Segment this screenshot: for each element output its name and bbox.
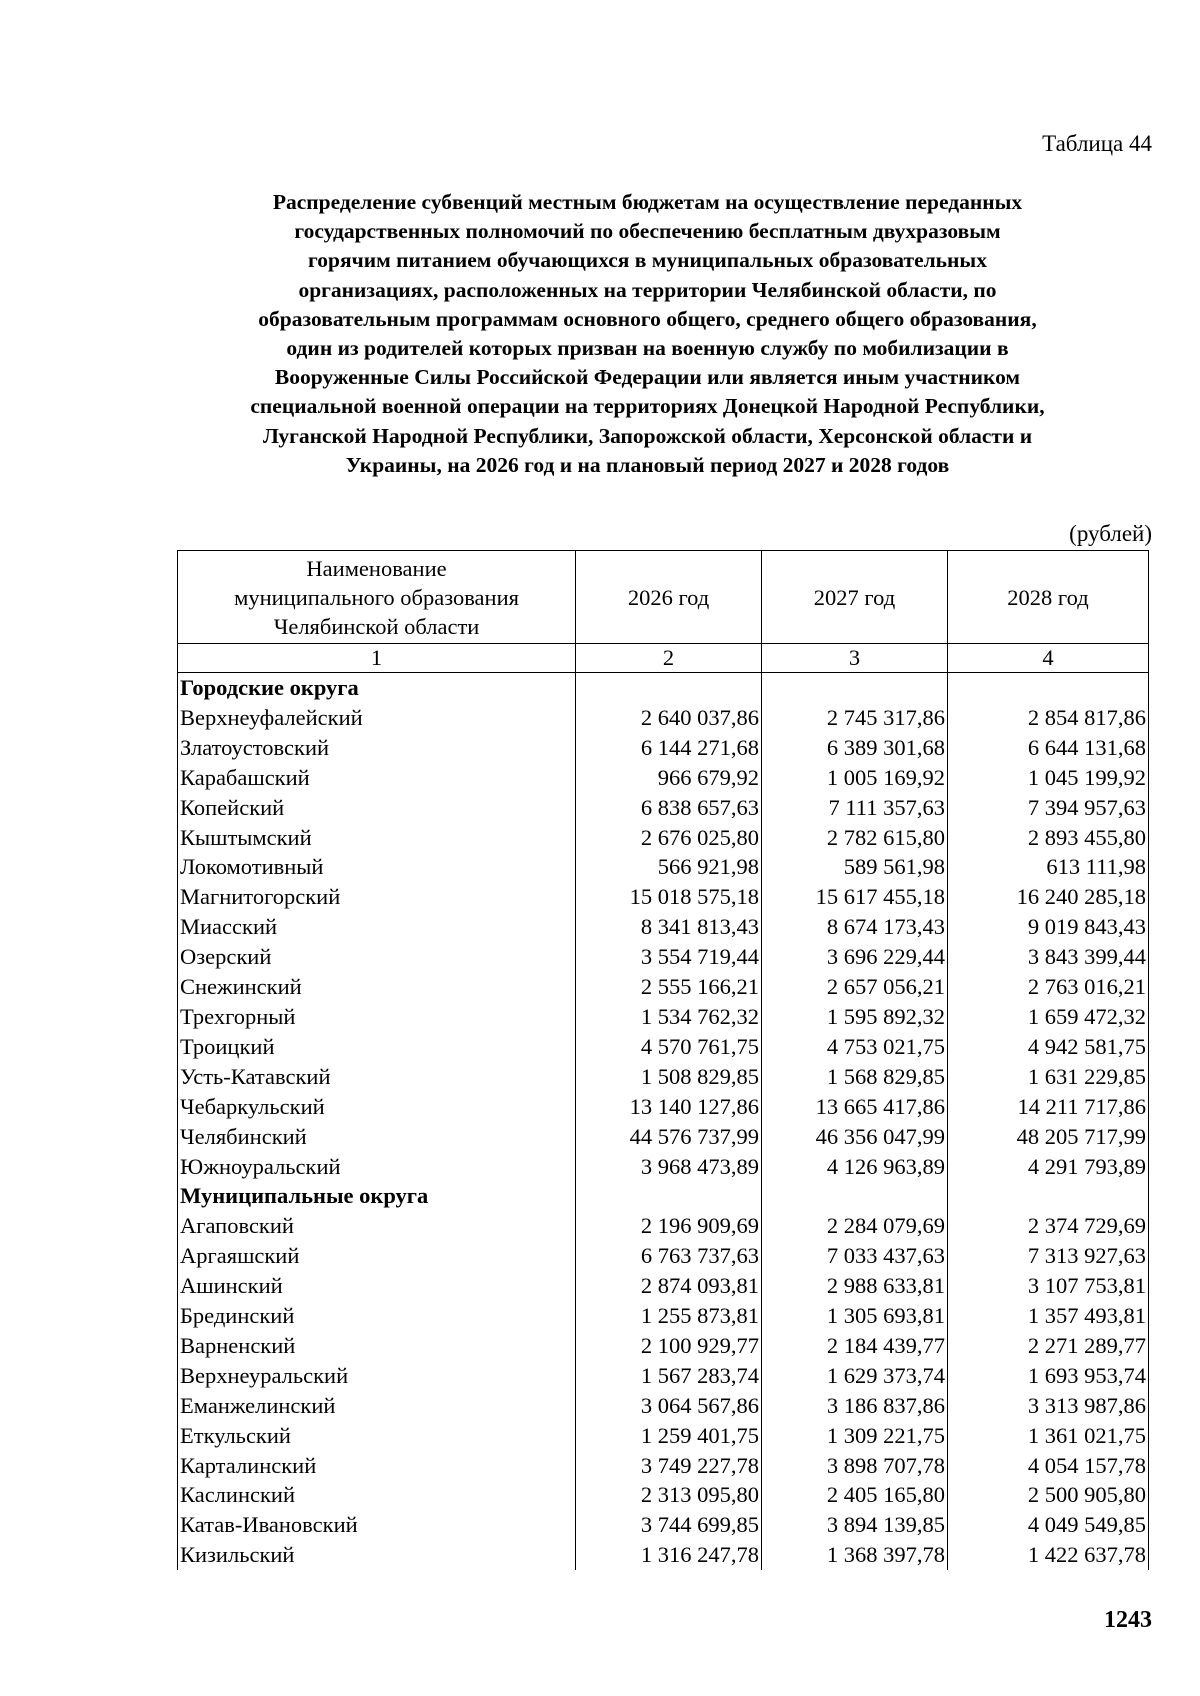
table-row	[178, 1331, 1149, 1361]
table-row	[178, 1391, 1149, 1421]
value-2028: 1 631 229,85	[947, 1062, 1148, 1092]
value-2027: 1 568 829,85	[762, 1062, 948, 1092]
table-row	[178, 1510, 1149, 1540]
column-number: 3	[762, 644, 948, 673]
value-2028: 1 693 953,74	[947, 1361, 1148, 1391]
value-2026: 13 140 127,86	[576, 1092, 762, 1122]
page-number: 1243	[1104, 1607, 1152, 1633]
value-2027: 2 782 615,80	[762, 823, 948, 853]
value-2028: 16 240 285,18	[947, 882, 1148, 912]
value-2028: 4 049 549,85	[947, 1510, 1148, 1540]
municipality-name: Магнитогорский	[178, 882, 576, 912]
value-2026: 6 144 271,68	[576, 733, 762, 763]
value-2028: 4 054 157,78	[947, 1451, 1148, 1481]
value-2026: 1 534 762,32	[576, 1002, 762, 1032]
header-municipality	[178, 551, 576, 644]
value-2028: 613 111,98	[947, 852, 1148, 882]
header-line: муниципального образования	[234, 584, 519, 610]
column-number-row	[178, 644, 1149, 673]
municipality-name: Варненский	[178, 1331, 576, 1361]
table-row	[178, 1241, 1149, 1271]
value-2027: 2 405 165,80	[762, 1480, 948, 1510]
value-2027: 2 745 317,86	[762, 703, 948, 733]
municipality-name: Ашинский	[178, 1271, 576, 1301]
value-2027: 1 368 397,78	[762, 1540, 948, 1570]
value-2026: 2 676 025,80	[576, 823, 762, 853]
value-2028: 14 211 717,86	[947, 1092, 1148, 1122]
value-2026: 3 064 567,86	[576, 1391, 762, 1421]
value-2028: 2 854 817,86	[947, 703, 1148, 733]
table-row	[178, 1451, 1149, 1481]
value-2028: 6 644 131,68	[947, 733, 1148, 763]
value-2027: 15 617 455,18	[762, 882, 948, 912]
value-2027: 4 126 963,89	[762, 1152, 948, 1182]
document-title	[170, 188, 1125, 480]
value-2026: 2 640 037,86	[576, 703, 762, 733]
value-2027: 2 988 633,81	[762, 1271, 948, 1301]
table-row	[178, 823, 1149, 853]
value-2027: 1 629 373,74	[762, 1361, 948, 1391]
value-2028: 1 659 472,32	[947, 1002, 1148, 1032]
value-2026: 2 100 929,77	[576, 1331, 762, 1361]
value-2027: 2 184 439,77	[762, 1331, 948, 1361]
value-2028: 3 313 987,86	[947, 1391, 1148, 1421]
table-row	[178, 1032, 1149, 1062]
table-row	[178, 1092, 1149, 1122]
value-2027: 1 305 693,81	[762, 1301, 948, 1331]
header-line: Наименование	[306, 555, 447, 581]
empty-cell	[762, 673, 948, 703]
municipality-name: Челябинский	[178, 1122, 576, 1152]
table-row	[178, 1211, 1149, 1241]
value-2028: 3 843 399,44	[947, 942, 1148, 972]
municipality-name: Катав-Ивановский	[178, 1510, 576, 1540]
municipality-name: Озерский	[178, 942, 576, 972]
table-row	[178, 793, 1149, 823]
table-row	[178, 763, 1149, 793]
municipality-name: Чебаркульский	[178, 1092, 576, 1122]
value-2026: 1 259 401,75	[576, 1421, 762, 1451]
table-number: Таблица 44	[1042, 131, 1152, 156]
table-row	[178, 912, 1149, 942]
table-row	[178, 1271, 1149, 1301]
value-2026: 1 255 873,81	[576, 1301, 762, 1331]
title-line: Луганской Народной Республики, Запорожской области, Херсонской области и	[262, 423, 1033, 448]
value-2027: 2 657 056,21	[762, 972, 948, 1002]
value-2027: 589 561,98	[762, 852, 948, 882]
value-2027: 13 665 417,86	[762, 1092, 948, 1122]
title-line: Вооруженные Силы Российской Федерации или является иным участником	[274, 365, 1021, 390]
value-2027: 4 753 021,75	[762, 1032, 948, 1062]
value-2027: 3 696 229,44	[762, 942, 948, 972]
value-2028: 2 893 455,80	[947, 823, 1148, 853]
municipality-name: Брединский	[178, 1301, 576, 1331]
table-row	[178, 1122, 1149, 1152]
title-line: горячим питанием обучающихся в муниципальных образовательных	[308, 248, 987, 273]
municipality-name: Трехгорный	[178, 1002, 576, 1032]
value-2027: 8 674 173,43	[762, 912, 948, 942]
value-2027: 6 389 301,68	[762, 733, 948, 763]
value-2028: 7 313 927,63	[947, 1241, 1148, 1271]
value-2026: 8 341 813,43	[576, 912, 762, 942]
empty-cell	[576, 673, 762, 703]
municipality-name: Троицкий	[178, 1032, 576, 1062]
header-year-2026: 2026 год	[576, 551, 762, 644]
municipality-name: Каслинский	[178, 1480, 576, 1510]
value-2027: 1 005 169,92	[762, 763, 948, 793]
value-2028: 4 942 581,75	[947, 1032, 1148, 1062]
value-2026: 966 679,92	[576, 763, 762, 793]
table-row	[178, 733, 1149, 763]
municipality-name: Усть-Катавский	[178, 1062, 576, 1092]
value-2026: 2 874 093,81	[576, 1271, 762, 1301]
value-2026: 15 018 575,18	[576, 882, 762, 912]
table-row	[178, 1152, 1149, 1182]
value-2028: 4 291 793,89	[947, 1152, 1148, 1182]
value-2027: 2 284 079,69	[762, 1211, 948, 1241]
header-line: Челябинской области	[273, 613, 480, 639]
value-2028: 1 357 493,81	[947, 1301, 1148, 1331]
empty-cell	[762, 1181, 948, 1211]
municipality-name: Карабашский	[178, 763, 576, 793]
municipality-name: Агаповский	[178, 1211, 576, 1241]
table-row	[178, 1062, 1149, 1092]
section-row	[178, 673, 1149, 703]
title-line: организациях, расположенных на территории Челябинской области, по	[298, 277, 997, 302]
section-title: Городские округа	[178, 673, 576, 703]
value-2026: 3 968 473,89	[576, 1152, 762, 1182]
value-2028: 2 763 016,21	[947, 972, 1148, 1002]
header-year-2028: 2028 год	[947, 551, 1148, 644]
table-row	[178, 1301, 1149, 1331]
table-row	[178, 972, 1149, 1002]
column-number: 1	[178, 644, 576, 673]
value-2027: 46 356 047,99	[762, 1122, 948, 1152]
table-row	[178, 1421, 1149, 1451]
value-2026: 4 570 761,75	[576, 1032, 762, 1062]
table-row	[178, 942, 1149, 972]
value-2028: 7 394 957,63	[947, 793, 1148, 823]
municipality-name: Кизильский	[178, 1540, 576, 1570]
title-line: образовательным программам основного общего, среднего общего образования,	[258, 306, 1037, 331]
value-2028: 2 271 289,77	[947, 1331, 1148, 1361]
municipality-name: Снежинский	[178, 972, 576, 1002]
municipality-name: Кыштымский	[178, 823, 576, 853]
title-line: государственных полномочий по обеспечению бесплатным двухразовым	[294, 219, 1001, 244]
value-2027: 3 186 837,86	[762, 1391, 948, 1421]
value-2026: 1 508 829,85	[576, 1062, 762, 1092]
table-body	[178, 673, 1149, 1571]
value-2027: 1 309 221,75	[762, 1421, 948, 1451]
municipality-name: Верхнеуфалейский	[178, 703, 576, 733]
value-2026: 1 316 247,78	[576, 1540, 762, 1570]
value-2026: 1 567 283,74	[576, 1361, 762, 1391]
empty-cell	[947, 673, 1148, 703]
title-line: Распределение субвенций местным бюджетам на осуществление переданных	[272, 190, 1023, 214]
value-2026: 2 555 166,21	[576, 972, 762, 1002]
value-2026: 2 313 095,80	[576, 1480, 762, 1510]
value-2026: 3 554 719,44	[576, 942, 762, 972]
title-line: один из родителей которых призван на военную службу по мобилизации в	[286, 336, 1009, 361]
empty-cell	[576, 1181, 762, 1211]
municipality-name: Аргаяшский	[178, 1241, 576, 1271]
title-line: Украины, на 2026 год и на плановый период 2027 и 2028 годов	[345, 452, 950, 477]
value-2027: 1 595 892,32	[762, 1002, 948, 1032]
empty-cell	[947, 1181, 1148, 1211]
units-label: (рублей)	[1069, 521, 1152, 546]
header-year-2027: 2027 год	[762, 551, 948, 644]
municipality-name: Верхнеуральский	[178, 1361, 576, 1391]
title-line: специальной военной операции на территориях Донецкой Народной Республики,	[250, 394, 1045, 419]
value-2028: 1 045 199,92	[947, 763, 1148, 793]
municipality-name: Карталинский	[178, 1451, 576, 1481]
municipality-name: Еткульский	[178, 1421, 576, 1451]
value-2026: 2 196 909,69	[576, 1211, 762, 1241]
value-2026: 6 838 657,63	[576, 793, 762, 823]
value-2026: 44 576 737,99	[576, 1122, 762, 1152]
value-2028: 2 500 905,80	[947, 1480, 1148, 1510]
value-2026: 6 763 737,63	[576, 1241, 762, 1271]
table-row	[178, 1361, 1149, 1391]
section-row	[178, 1181, 1149, 1211]
column-number: 2	[576, 644, 762, 673]
section-title: Муниципальные округа	[178, 1181, 576, 1211]
municipality-name: Еманжелинский	[178, 1391, 576, 1421]
table-row	[178, 852, 1149, 882]
value-2027: 7 111 357,63	[762, 793, 948, 823]
value-2026: 566 921,98	[576, 852, 762, 882]
value-2027: 7 033 437,63	[762, 1241, 948, 1271]
value-2027: 3 898 707,78	[762, 1451, 948, 1481]
value-2028: 3 107 753,81	[947, 1271, 1148, 1301]
value-2028: 1 422 637,78	[947, 1540, 1148, 1570]
subvention-table	[177, 550, 1149, 1570]
value-2027: 3 894 139,85	[762, 1510, 948, 1540]
value-2028: 48 205 717,99	[947, 1122, 1148, 1152]
municipality-name: Локомотивный	[178, 852, 576, 882]
value-2026: 3 749 227,78	[576, 1451, 762, 1481]
municipality-name: Копейский	[178, 793, 576, 823]
table-row	[178, 703, 1149, 733]
municipality-name: Златоустовский	[178, 733, 576, 763]
municipality-name: Миасский	[178, 912, 576, 942]
value-2028: 9 019 843,43	[947, 912, 1148, 942]
municipality-name: Южноуральский	[178, 1152, 576, 1182]
table-row	[178, 1540, 1149, 1570]
table-header-row	[178, 551, 1149, 644]
table-row	[178, 1480, 1149, 1510]
table-row	[178, 882, 1149, 912]
value-2026: 3 744 699,85	[576, 1510, 762, 1540]
value-2028: 1 361 021,75	[947, 1421, 1148, 1451]
column-number: 4	[947, 644, 1148, 673]
value-2028: 2 374 729,69	[947, 1211, 1148, 1241]
table-row	[178, 1002, 1149, 1032]
